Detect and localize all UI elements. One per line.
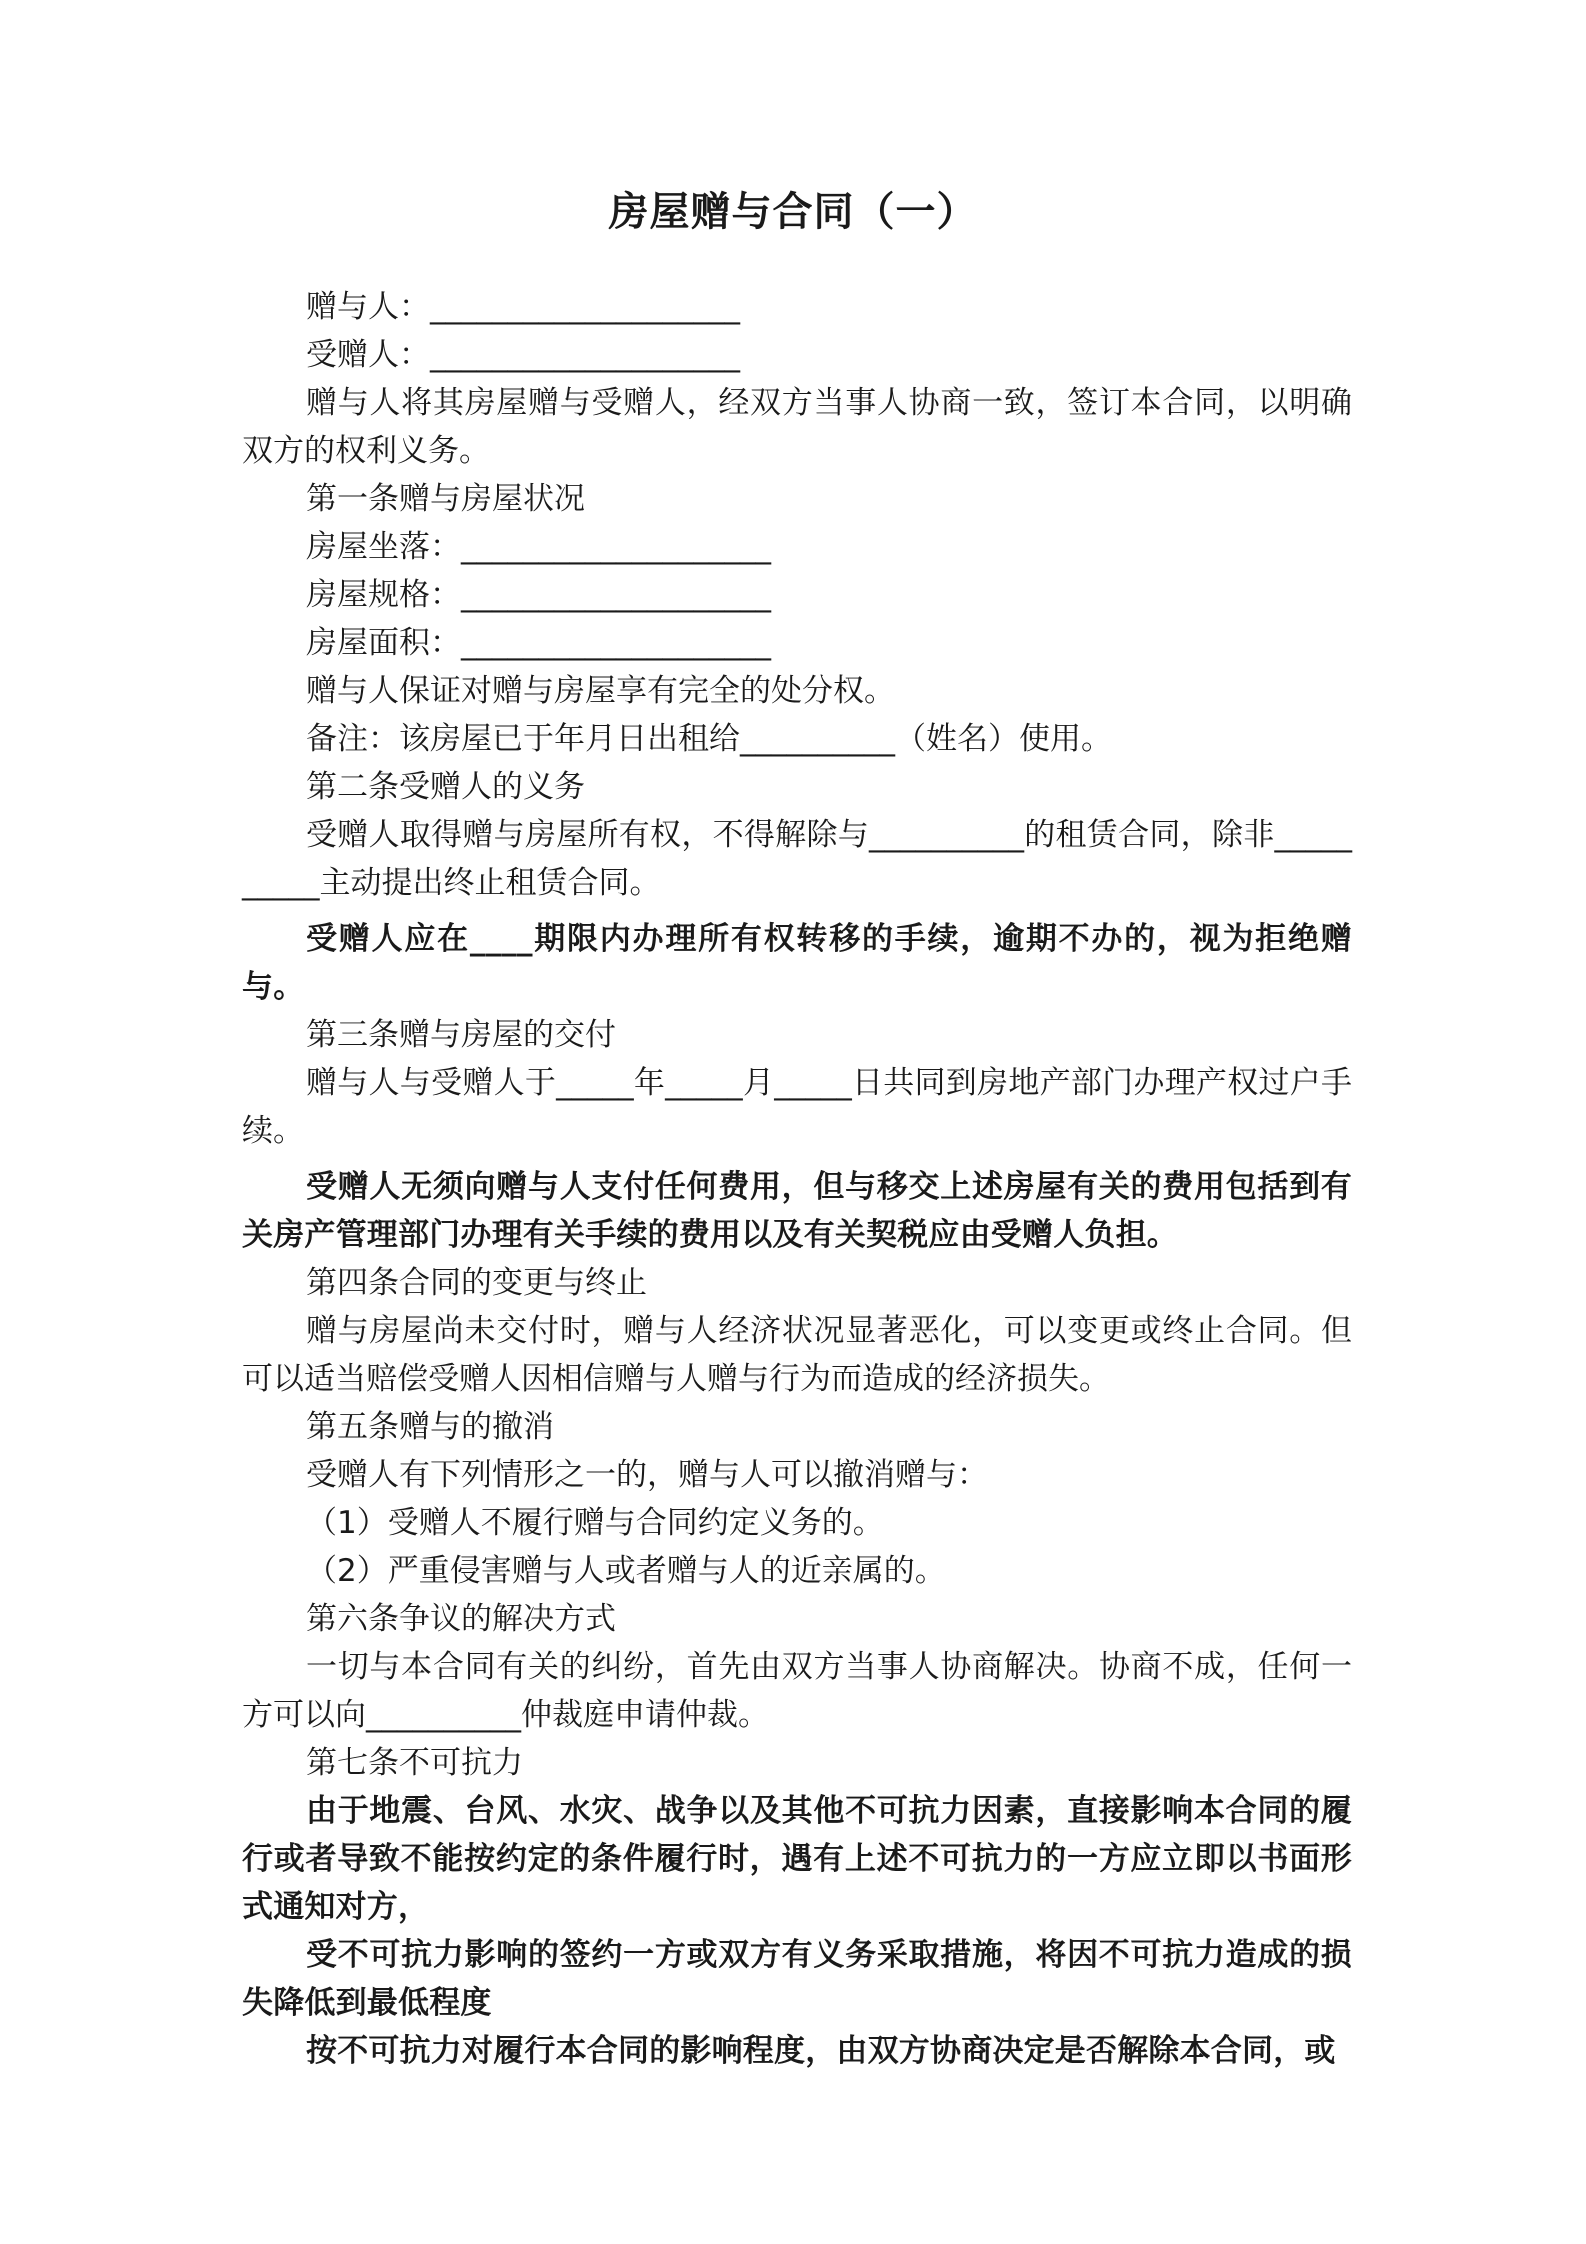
force-majeure-paragraph-1: 由于地震、台风、水灾、战争以及其他不可抗力因素，直接影响本合同的履行或者导致不能按约定的条件履行时，遇有上述不可抗力的一方应立即以书面形式通知对方， [242,1793,1352,1925]
dispute-resolution-paragraph: 一切与本合同有关的纠纷，首先由双方当事人协商解决。协商不成，任何一方可以向__________仲裁庭申请仲裁。 [242,1649,1352,1733]
article-6-heading: 第六条争议的解决方式 [306,1601,616,1637]
transfer-deadline-paragraph: 受赠人应在____期限内办理所有权转移的手续，逾期不办的，视为拒绝赠与。 [242,921,1352,1005]
revocation-item-1: （1）受赠人不履行赠与合同约定义务的。 [306,1505,884,1541]
force-majeure-paragraph-3: 按不可抗力对履行本合同的影响程度，由双方协商决定是否解除本合同，或 [306,2033,1336,2069]
handover-date-paragraph: 赠与人与受赠人于_____年_____月_____日共同到房地产部门办理产权过户手续。 [242,1065,1352,1149]
property-location-line: 房屋坐落：____________________ [306,529,771,565]
article-2-heading: 第二条受赠人的义务 [306,769,585,805]
document-body [242,283,1352,2075]
change-termination-paragraph: 赠与房屋尚未交付时，赠与人经济状况显著恶化，可以变更或终止合同。但可以适当赔偿受赠人因相信赠与人赠与行为而造成的经济损失。 [242,1313,1352,1397]
document-title: 房屋赠与合同（一） [608,189,978,235]
property-spec-line: 房屋规格：____________________ [306,577,771,613]
force-majeure-paragraph-2: 受不可抗力影响的签约一方或双方有义务采取措施，将因不可抗力造成的损失降低到最低程度 [242,1937,1352,2021]
article-5-heading: 第五条赠与的撤消 [306,1409,554,1445]
revocation-item-2: （2）严重侵害赠与人或者赠与人的近亲属的。 [306,1553,946,1589]
revocation-intro-paragraph: 受赠人有下列情形之一的，赠与人可以撤消赠与： [306,1457,988,1493]
article-3-heading: 第三条赠与房屋的交付 [306,1017,616,1053]
remark-paragraph: 备注：该房屋已于年月日出租给__________（姓名）使用。 [306,721,1112,757]
article-1-heading: 第一条赠与房屋状况 [306,481,585,517]
property-area-line: 房屋面积：____________________ [306,625,771,661]
preamble-paragraph: 赠与人将其房屋赠与受赠人，经双方当事人协商一致，签订本合同，以明确双方的权利义务。 [242,385,1352,469]
lease-obligation-paragraph: 受赠人取得赠与房屋所有权，不得解除与__________的租赁合同，除非__________主动提出终止租赁合同。 [242,817,1352,901]
fees-paragraph: 受赠人无须向赠与人支付任何费用，但与移交上述房屋有关的费用包括到有关房产管理部门办理有关手续的费用以及有关契税应由受赠人负担。 [242,1169,1352,1253]
article-7-heading: 第七条不可抗力 [306,1745,523,1781]
disposal-right-paragraph: 赠与人保证对赠与房屋享有完全的处分权。 [306,673,895,709]
donee-line: 受赠人：____________________ [306,337,740,373]
donor-line: 赠与人：____________________ [306,289,740,325]
article-4-heading: 第四条合同的变更与终止 [306,1265,647,1301]
